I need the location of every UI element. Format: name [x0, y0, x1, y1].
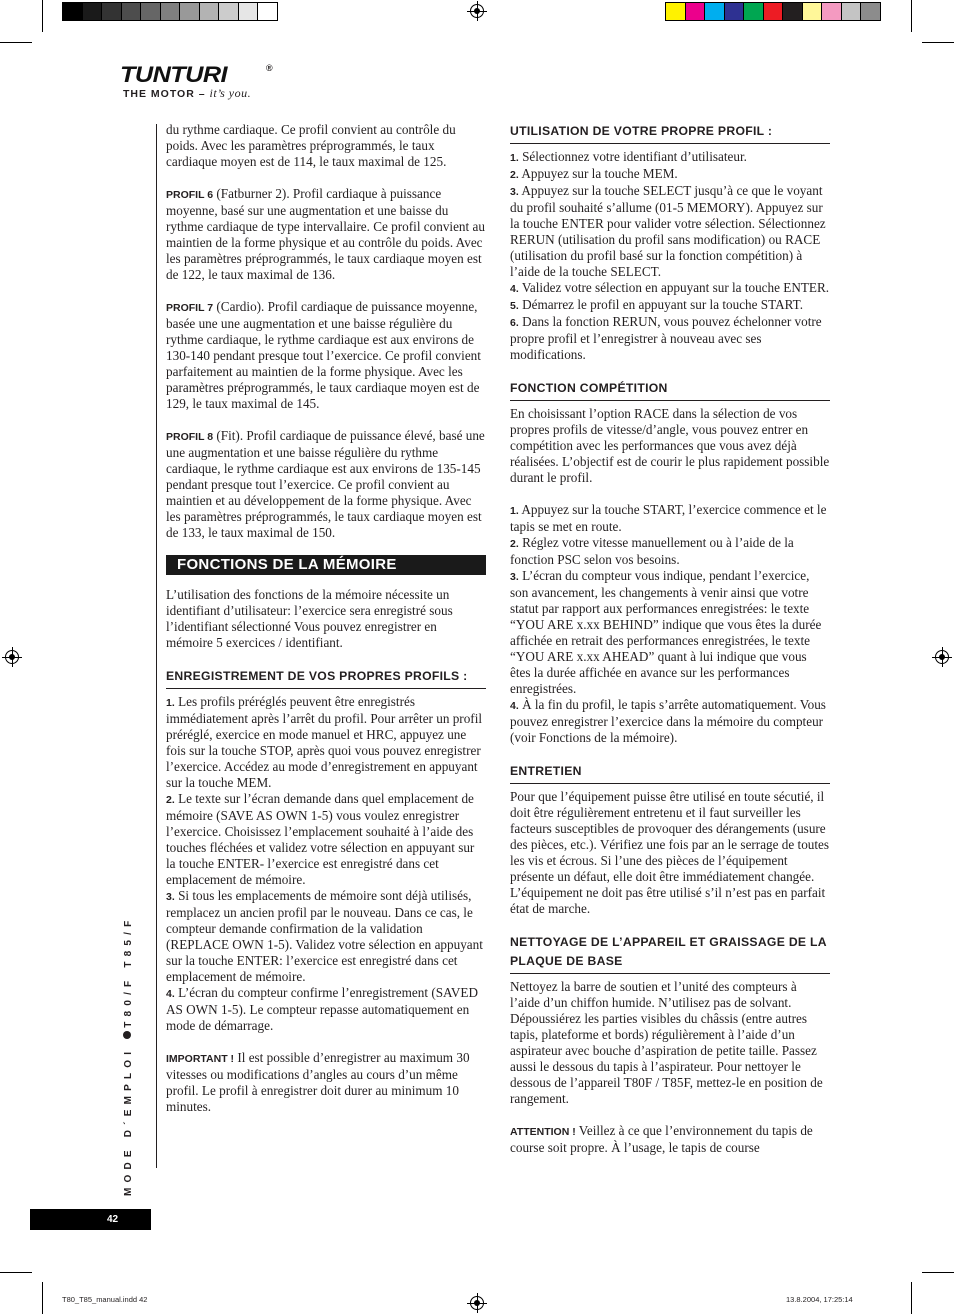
color-swatch [782, 2, 803, 21]
logo-wordmark: TUNTURI [120, 62, 228, 87]
color-swatch [82, 2, 103, 21]
page-number-box [30, 1209, 151, 1230]
race-step: 3. L’écran du compteur vous indique, pendant l’exercice, son avancement, les changements à venir ainsi que votre statut par rapport aux performances enregistrées: le texte “YOU ARE x.xx BEHIND” indique que vous êtes la durée affichée en retrait des performances enregistrées, le texte “YOU ARE x.xx AHEAD” quant à lui indique que vous êtes la durée affichée en avance sur les performances enregistrées. [510, 568, 822, 696]
grayscale-strip [63, 2, 278, 21]
color-swatch [704, 2, 725, 21]
use-step: 1. Sélectionnez votre identifiant d’utilisateur. [510, 149, 747, 164]
use-profile-heading: UTILISATION DE VOTRE PROPRE PROFIL : [510, 122, 830, 144]
color-swatch [179, 2, 200, 21]
logo-registered-mark: ® [266, 63, 273, 73]
color-swatch [218, 2, 239, 21]
left-column [166, 122, 486, 1115]
color-swatch [665, 2, 686, 21]
logo-tagline [123, 86, 251, 101]
use-step: 4. Validez votre sélection en appuyant sur la touche ENTER. [510, 280, 830, 295]
crop-mark [911, 1282, 912, 1314]
color-swatch [743, 2, 764, 21]
side-running-title [123, 916, 134, 1196]
attention-note: ATTENTION ! Veillez à ce que l’environnement du tapis de course soit propre. À l’usage, le tapis de course [510, 1123, 813, 1155]
crop-mark [922, 1272, 954, 1273]
color-swatch [763, 2, 784, 21]
manual-label: MODE D´EMPLOI [123, 1046, 134, 1196]
color-swatch [160, 2, 181, 21]
save-step: 4. L’écran du compteur confirme l’enregistrement (SAVED AS OWN 1-5). Le compteur repasse automatiquement en mode de démarrage. [166, 985, 478, 1033]
race-step: 1. Appuyez sur la touche START, l’exercice commence et le tapis se met en route. [510, 502, 827, 534]
color-swatch [860, 2, 881, 21]
use-step: 6. Dans la fonction RERUN, vous pouvez échelonner votre propre profil et l’enregistrer à nouveau avec ses modifications. [510, 314, 822, 362]
color-swatch [121, 2, 142, 21]
crop-mark [42, 0, 43, 32]
color-swatch [62, 2, 83, 21]
race-step: 4. À la fin du profil, le tapis s’arrête automatiquement. Vous pouvez enregistrer l’exercice dans la mémoire du compteur (voir Fonctions de la mémoire). [510, 697, 826, 745]
profile-6-paragraph: PROFIL 6 (Fatburner 2). Profil cardiaque à puissance moyenne, basé sur une augmentation et une baisse du rythme cardiaque de type intervallaire. Ce profil convient au maintien de la forme physique et au contrôle du poids. Avec les paramètres préprogrammés, le taux cardiaque moyen est de 122, le taux maximal de 136. [166, 186, 485, 282]
color-swatch [140, 2, 161, 21]
crop-mark [911, 0, 912, 32]
profile-8-paragraph: PROFIL 8 (Fit). Profil cardiaque de puissance élevé, basé une une augmentation et une baisse régulière du rythme cardiaque, le rythme cardiaque est aux environs de 135-145 pendant presque tout l’exercice. Ce profil convient au maintien et au développement de la forme physique. Avec les paramètres préprogrammés, le taux cardiaque moyen est de 133, le taux maximal de 150. [166, 428, 485, 540]
paragraph: du rythme cardiaque. Ce profil convient au contrôle du poids. Avec les paramètres préprogrammés, le taux cardiaque moyen est de 114, le taux maximal de 125. [166, 122, 456, 169]
registration-mark-icon [5, 650, 19, 664]
color-swatch [821, 2, 842, 21]
crop-mark [922, 42, 954, 43]
registration-mark-icon [470, 1296, 484, 1310]
save-step: 3. Si tous les emplacements de mémoire sont déjà utilisés, remplacez un ancien profil par le nouveau. Dans ce cas, le compteur demande confirmation de la validation (REPLACE OWN 1-5). Validez votre sélection en appuyant sur la touche ENTER: l’exercice est enregistré dans cet emplacement de mémoire. [166, 888, 483, 984]
color-swatch [685, 2, 706, 21]
tunturi-logo [120, 62, 280, 102]
maintenance-text: Pour que l’équipement puisse être utilisé en toute sécutié, il doit être régulièrement entretenu et il faut surveiller les facteurs susceptibles de provoquer des dérangements (usure des pièces, etc.). Vérifiez une fois par an le serrage de toutes les vis et écrous. Si l’une des pièces de l’équipement présente un défaut, elle doit être immédiatement changée. L’équipement ne doit pas être utilisé s’il n’est pas en parfait état de marche. [510, 789, 830, 916]
color-swatch [841, 2, 862, 21]
registration-mark-icon [935, 650, 949, 664]
race-intro: En choisissant l’option RACE dans la sélection de vos propres profils de vitesse/d’angle, vous pouvez entrer en compétition avec les performances que vous avez déjà réalisées. L’objectif est de courir le plus rapidement possible durant le profil. [510, 406, 830, 485]
profile-7-paragraph: PROFIL 7 (Cardio). Profil cardiaque de puissance moyenne, basée une une augmentation et une baisse régulière du rythme cardiaque, le rythme cardiaque est aux environs de 130-140 pendant presque tout l’exercice. Ce profil convient parfaitement au maintien de la forme physique. Avec les paramètres préprogrammés, le taux cardiaque moyen est de 129, le taux maximal de 145. [166, 299, 481, 411]
column-divider [156, 124, 157, 1168]
slug-timestamp: 13.8.2004, 17:25:14 [786, 1295, 853, 1304]
color-swatch [802, 2, 823, 21]
cleaning-heading: NETTOYAGE DE L’APPAREIL ET GRAISSAGE DE LA PLAQUE DE BASE [510, 933, 830, 974]
color-swatch [199, 2, 220, 21]
maintenance-heading: ENTRETIEN [510, 762, 830, 784]
crop-mark [42, 1282, 43, 1314]
registration-mark-icon [470, 4, 484, 18]
bullet-icon [123, 1031, 131, 1039]
page-number: 42 [107, 1214, 119, 1225]
use-step: 5. Démarrez le profil en appuyant sur la touche START. [510, 297, 804, 312]
memory-intro: L’utilisation des fonctions de la mémoire nécessite un identifiant d’utilisateur: l’exercice sera enregistré sous l’identifiant sélectionné Vous pouvez enregistrer en mémoire 5 exercices / identifiant. [166, 587, 453, 650]
right-column [510, 122, 830, 1156]
color-swatch [101, 2, 122, 21]
save-profiles-heading: ENREGISTREMENT DE VOS PROPRES PROFILS : [166, 667, 486, 689]
slug-filename: T80_T85_manual.indd 42 [62, 1295, 148, 1304]
use-step: 3. Appuyez sur la touche SELECT jusqu’à ce que le voyant du profil souhaité s’allume (01-5 MEMORY). Appuyez sur la touche ENTER pour valider votre sélection. Sélectionnez RERUN (utilisation du profil sans modification) ou RACE (utilisation du profil basé sur la fonction compétition) à l’aide de la touche SELECT. [510, 183, 826, 279]
use-step: 2. Appuyez sur la touche MEM. [510, 166, 678, 181]
color-swatch [257, 2, 278, 21]
crop-mark [0, 42, 32, 43]
save-step: 1. Les profils préréglés peuvent être enregistrés immédiatement après l’arrêt du profil. Pour arrêter un profil préréglé, exercice en mode manuel et HRC, appuyez une fois sur la touche STOP, après quoi vous pouvez enregistrer l’exercice. Accédez au mode d’enregistrement en appuyant sur la touche MEM. [166, 694, 483, 790]
model-label: T80/F T85/F [123, 915, 134, 1028]
color-swatch [724, 2, 745, 21]
color-strip [666, 2, 881, 21]
save-step: 2. Le texte sur l’écran demande dans quel emplacement de mémoire (SAVE AS OWN 1-5) vous voulez enregistrer l’exercice. Choisissez l’emplacement souhaité à l’aide des touches fléchées et validez votre sélection en appuyant sur la touche ENTER- l’exercice est enregistré dans cet emplacement de mémoire. [166, 791, 475, 887]
important-note: IMPORTANT ! Il est possible d’enregistrer au maximum 30 vitesses ou modifications d’angles au cours d’un même profil. Le profil à enregistrer doit durer au minimum 10 minutes. [166, 1050, 470, 1114]
memory-section-heading: FONCTIONS DE LA MÉMOIRE [166, 555, 486, 575]
race-step: 2. Réglez votre vitesse manuellement ou à l’aide de la fonction PSC selon vos besoins. [510, 535, 794, 567]
tagline-italic: it’s you. [209, 86, 252, 100]
tagline-bold: THE MOTOR – [123, 88, 210, 100]
color-swatch [238, 2, 259, 21]
crop-mark [0, 1272, 32, 1273]
race-heading: FONCTION COMPÉTITION [510, 379, 830, 401]
cleaning-text: Nettoyez la barre de soutien et l’unité des compteurs à l’aide d’un chiffon humide. N’utilisez pas de solvant. Dépoussiérez les parties visibles du châssis (entre autres tapis, plateforme et bords) régulièrement à l’aide d’un aspirateur avec bouche d’aspiration de petite taille. Passez aussi le dessous du tapis à l’aspirateur. Pour nettoyer le dessous de l’appareil T80F / T85F, mettez-le en position de rangement. [510, 979, 823, 1106]
